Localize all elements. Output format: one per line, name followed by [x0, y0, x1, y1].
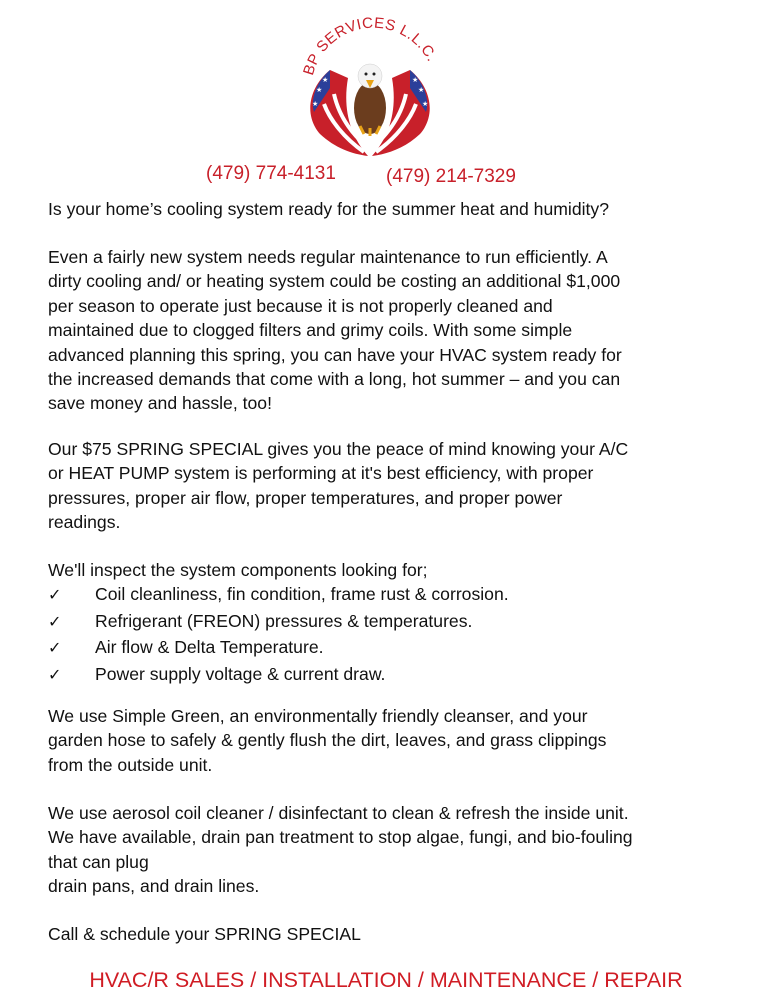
- inspection-checklist: [48, 558, 748, 688]
- checkmark-icon: ✓: [48, 587, 62, 605]
- checklist-item-text: Refrigerant (FREON) pressures & temperatures.: [95, 610, 473, 631]
- paragraph-line: We use Simple Green, an environmentally friendly cleanser, and your: [48, 706, 588, 726]
- svg-text:★: ★: [412, 76, 419, 84]
- checklist-item: [48, 609, 748, 635]
- checklist-item: [48, 662, 748, 688]
- paragraph-line: drain pans, and drain lines.: [48, 876, 260, 897]
- paragraph-line: maintained due to clogged filters and grimy coils. With some simple: [48, 320, 573, 341]
- paragraph-line: readings.: [48, 512, 121, 533]
- paragraph-line: We have available, drain pan treatment to stop algae, fungi, and bio-fouling: [48, 827, 633, 848]
- services-footer: HVAC/R SALES / INSTALLATION / MAINTENANCE / REPAIR: [89, 968, 683, 992]
- paragraph-maintenance: [48, 245, 748, 416]
- paragraph-line: save money and hassle, too!: [48, 393, 272, 414]
- company-name-arc: BP SERVICES L.L.C.: [300, 14, 441, 78]
- paragraph-line: per season to operate just because it is not properly cleaned and: [48, 295, 553, 316]
- call-to-action: [48, 922, 748, 946]
- checklist-item: [48, 582, 748, 608]
- svg-text:★: ★: [312, 100, 319, 108]
- svg-text:★: ★: [322, 76, 329, 84]
- phone-number-2[interactable]: (479) 214-7329: [386, 166, 516, 187]
- intro-question-text: Is your home’s cooling system ready for the summer heat and humidity?: [48, 199, 609, 219]
- paragraph-line: dirty cooling and/ or heating system could be costing an additional $1,000: [48, 271, 621, 292]
- paragraph-line: pressures, proper air flow, proper temperatures, and proper power: [48, 487, 563, 508]
- intro-question: [48, 197, 748, 221]
- svg-text:★: ★: [422, 100, 429, 108]
- checklist-item-text: Coil cleanliness, fin condition, frame rust & corrosion.: [95, 584, 509, 605]
- checkmark-icon: ✓: [48, 640, 62, 658]
- paragraph-line: Even a fairly new system needs regular maintenance to run efficiently. A: [48, 247, 608, 267]
- paragraph-inside-unit: [48, 801, 748, 899]
- svg-text:★: ★: [316, 86, 323, 94]
- svg-text:★: ★: [418, 86, 425, 94]
- paragraph-line: We use aerosol coil cleaner / disinfectant to clean & refresh the inside unit.: [48, 803, 629, 823]
- paragraph-line: or HEAT PUMP system is performing at it's best efficiency, with proper: [48, 463, 594, 484]
- company-logo: [290, 8, 450, 158]
- paragraph-line: from the outside unit.: [48, 754, 213, 775]
- call-to-action-text: Call & schedule your SPRING SPECIAL: [48, 924, 361, 944]
- checkmark-icon: ✓: [48, 666, 62, 684]
- checklist-item: [48, 635, 748, 661]
- checklist-item-text: Power supply voltage & current draw.: [95, 663, 386, 684]
- paragraph-line: garden hose to safely & gently flush the dirt, leaves, and grass clippings: [48, 730, 607, 751]
- paragraph-line: advanced planning this spring, you can have your HVAC system ready for: [48, 344, 622, 365]
- checklist-heading: We'll inspect the system components looking for;: [48, 560, 428, 580]
- checklist-item-text: Air flow & Delta Temperature.: [95, 637, 324, 658]
- eagle-flag-icon: [290, 8, 450, 158]
- checkmark-icon: ✓: [48, 613, 62, 631]
- paragraph-line: that can plug: [48, 851, 149, 872]
- paragraph-spring-special: [48, 437, 748, 535]
- paragraph-line: the increased demands that come with a long, hot summer – and you can: [48, 369, 621, 390]
- phone-number-1[interactable]: (479) 774-4131: [206, 163, 336, 184]
- paragraph-line: Our $75 SPRING SPECIAL gives you the peace of mind knowing your A/C: [48, 439, 629, 459]
- paragraph-outside-unit: [48, 704, 748, 777]
